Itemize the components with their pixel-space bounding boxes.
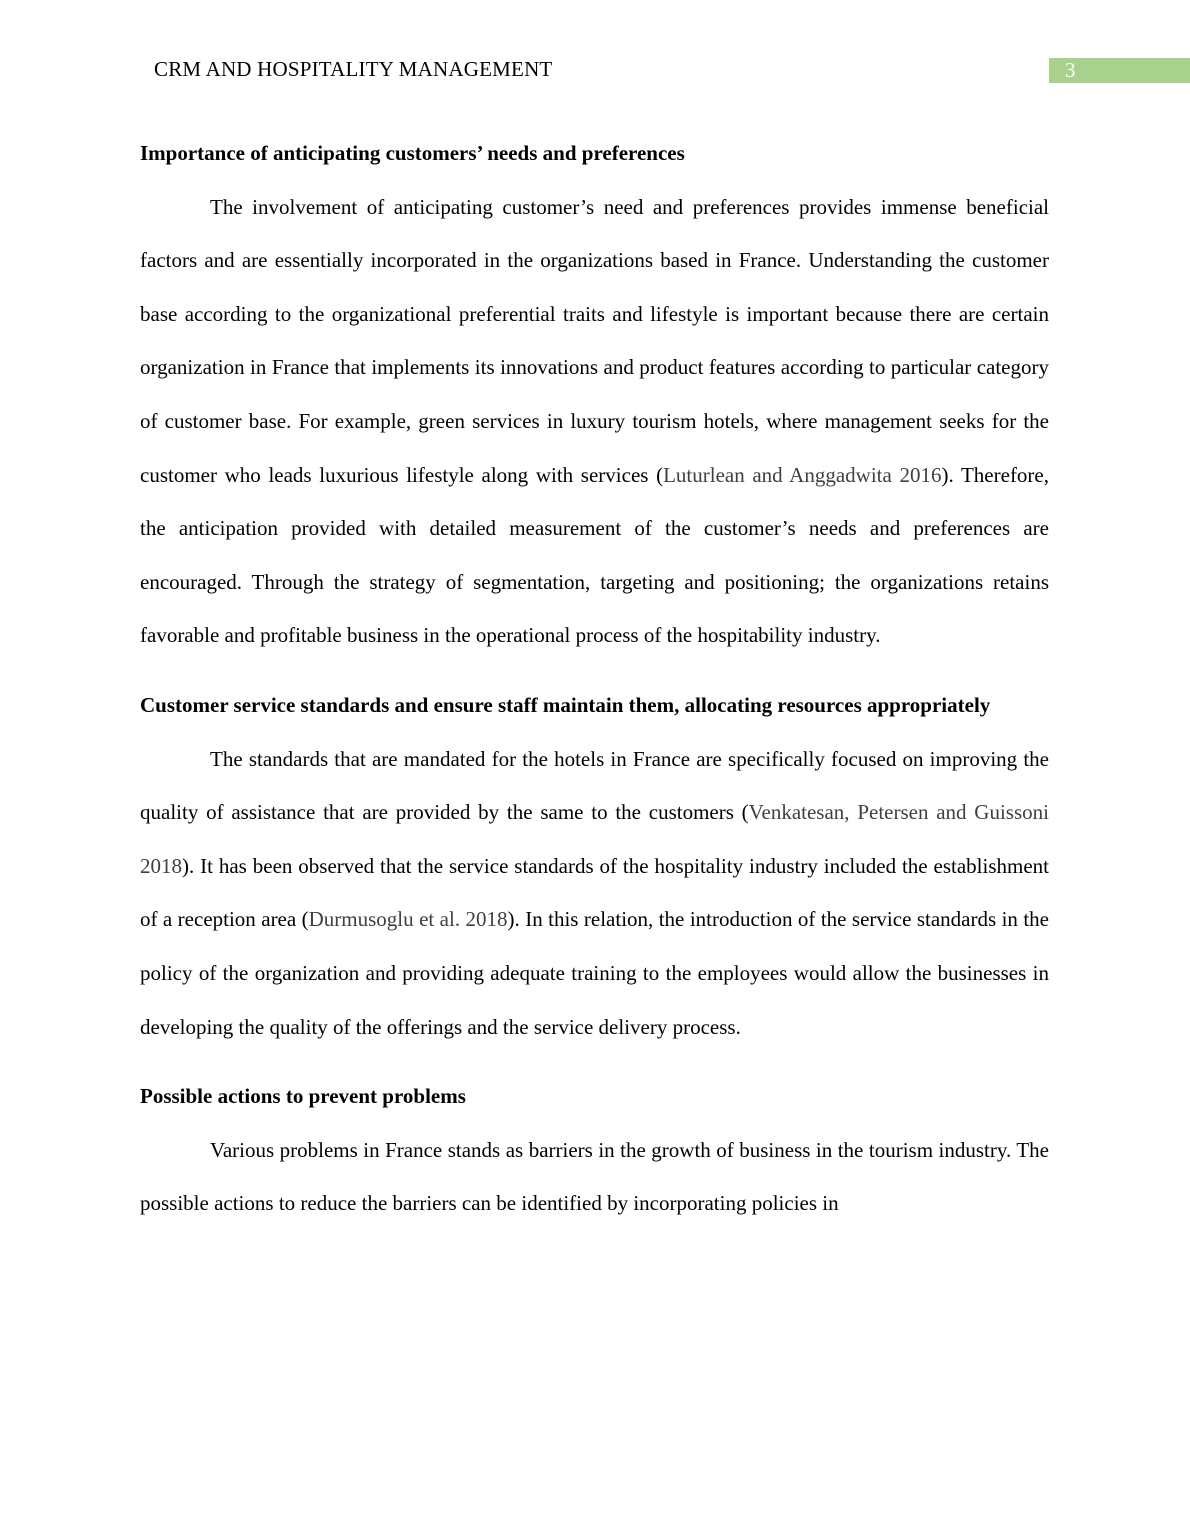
paragraph-text: ). It has been observed that the service standards of the hospitality industry included the establishment of a reception area ( [140, 853, 1049, 932]
paragraph-text: The involvement of anticipating customer’s need and preferences provides immense beneficial factors and are essentially incorporated in the organizations based in France. Understanding the customer base according to the organizational preferential traits and lifestyle is important because there are certain organization in France that implements its innovations and product features according to particular category of customer base. For example, green services in luxury tourism hotels, where management seeks for the customer who leads luxurious lifestyle along with services ( [140, 194, 1049, 487]
section-heading-service-standards: Customer service standards and ensure staff maintain them, allocating resources appropriately [140, 692, 991, 717]
citation-durmusoglu: Durmusoglu et al. 2018 [308, 907, 508, 932]
paragraph-service-standards [140, 733, 1049, 1055]
citation-luturlean: Luturlean and Anggadwita 2016 [663, 462, 942, 487]
paragraph-prevent-problems [140, 1124, 1049, 1231]
paragraph-text: Various problems in France stands as barriers in the growth of business in the tourism industry. The possible actions to reduce the barriers can be identified by incorporating policies in [140, 1137, 1049, 1216]
section-heading-anticipating-needs: Importance of anticipating customers’ needs and preferences [140, 141, 685, 165]
document-body [140, 127, 1049, 1247]
citation-venkatesan: Venkatesan, Petersen and Guissoni 2018 [140, 800, 1049, 878]
section-heading-prevent-problems: Possible actions to prevent problems [140, 1084, 466, 1109]
paragraph-text: ). In this relation, the introduction of the service standards in the policy of the organization and providing adequate training to the employees would allow the businesses in developing the quality of the offerings and the service delivery process. [140, 907, 1050, 1039]
page-number-box [1049, 58, 1190, 83]
paragraph-text: The standards that are mandated for the hotels in France are specifically focused on improving the quality of assistance that are provided by the same to the customers ( [140, 746, 1049, 825]
running-header-title: CRM AND HOSPITALITY MANAGEMENT [154, 57, 553, 81]
paragraph-text: ). Therefore, the anticipation provided with detailed measurement of the customer’s needs and preferences are encouraged. Through the strategy of segmentation, targeting and positioning; the organizations retains favorable and profitable business in the operational process of the hospitability industry. [140, 462, 1050, 648]
page-number: 3 [1065, 58, 1076, 82]
paragraph-anticipating-needs [140, 181, 1049, 663]
